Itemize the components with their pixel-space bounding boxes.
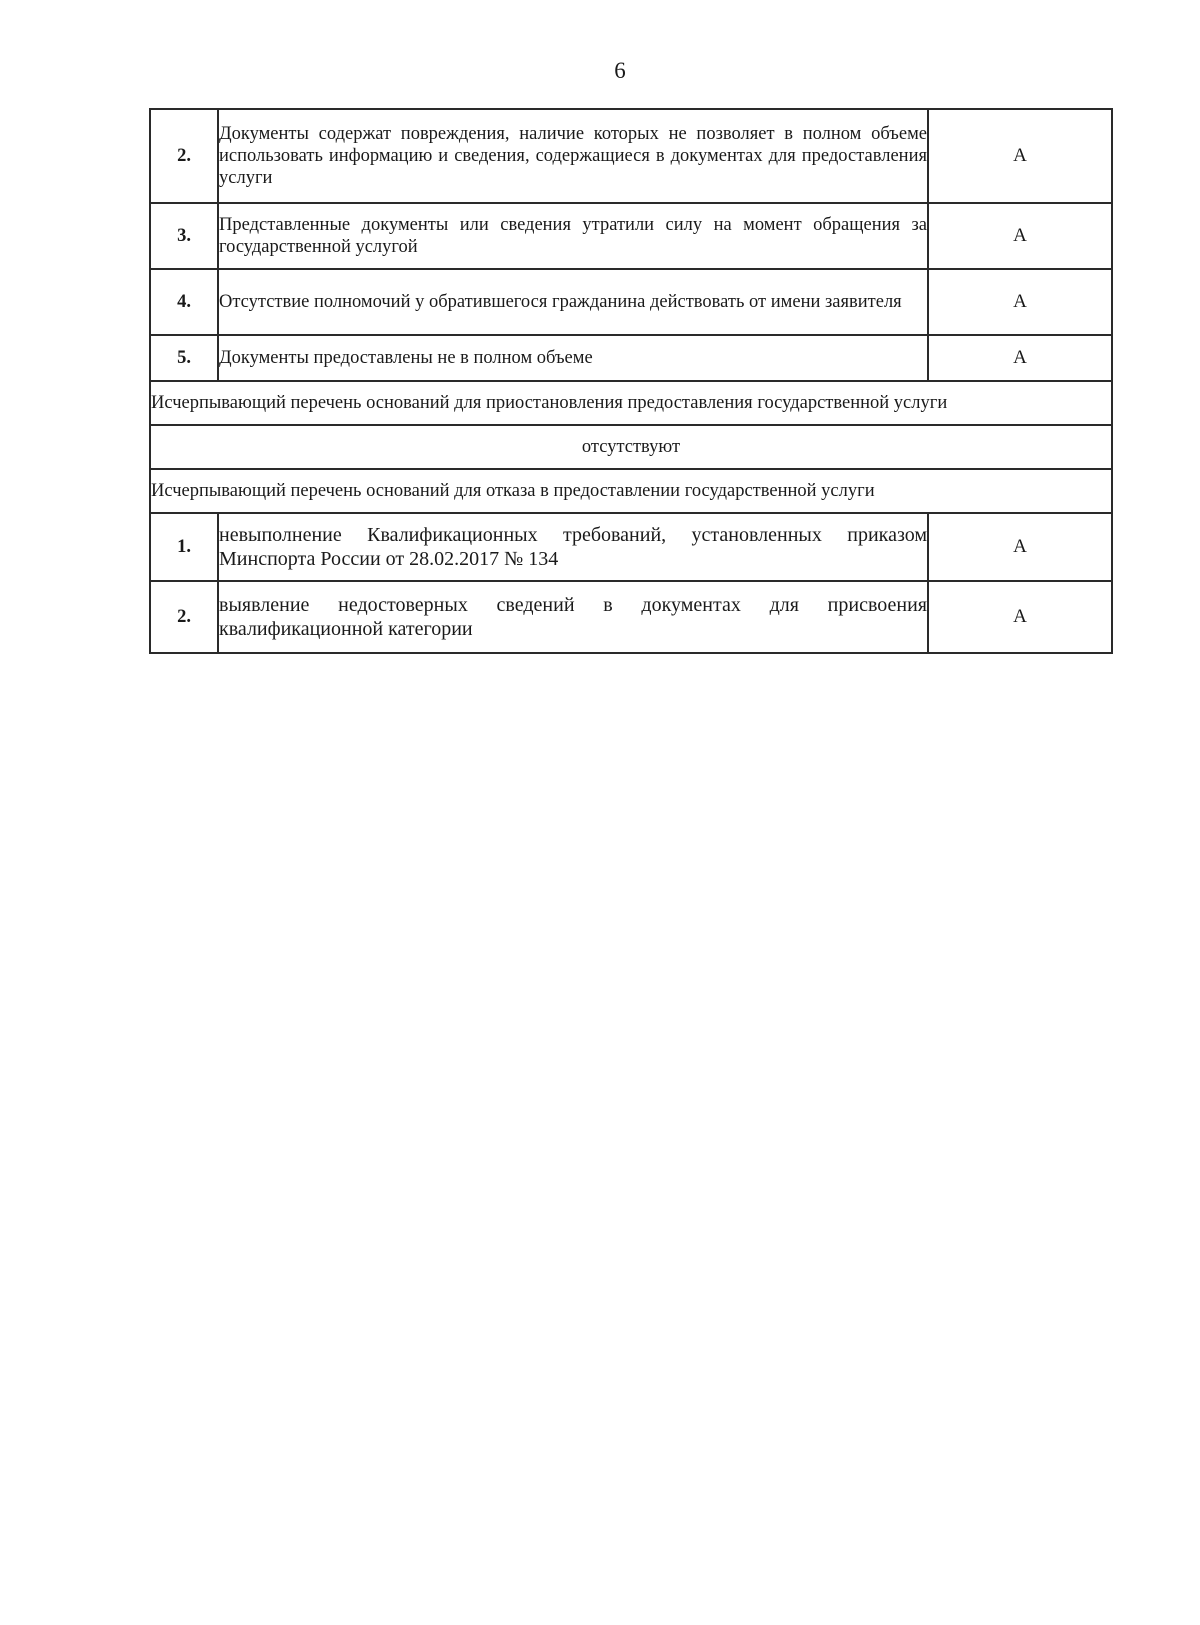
row-code: А bbox=[928, 335, 1112, 381]
row-number: 5. bbox=[150, 335, 218, 381]
suspension-value: отсутствуют bbox=[150, 425, 1112, 469]
section-heading-row bbox=[150, 381, 1112, 425]
section-value-row bbox=[150, 425, 1112, 469]
grounds-table bbox=[149, 108, 1113, 654]
row-number: 2. bbox=[150, 109, 218, 203]
row-number: 2. bbox=[150, 581, 218, 653]
table-row bbox=[150, 269, 1112, 335]
row-number: 3. bbox=[150, 203, 218, 269]
row-code: А bbox=[928, 203, 1112, 269]
table-row bbox=[150, 513, 1112, 581]
table-row bbox=[150, 203, 1112, 269]
table-row bbox=[150, 335, 1112, 381]
row-number: 4. bbox=[150, 269, 218, 335]
section-heading-row bbox=[150, 469, 1112, 513]
row-text: выявление недостоверных сведений в документах для присвоения квалификационной категории bbox=[218, 581, 928, 653]
page-number: 6 bbox=[614, 58, 626, 83]
row-text: Документы содержат повреждения, наличие которых не позволяет в полном объеме использовать информацию и сведения, содержащиеся в документах для предоставления услуги bbox=[218, 109, 928, 203]
table-row bbox=[150, 109, 1112, 203]
row-code: А bbox=[928, 109, 1112, 203]
row-text: Документы предоставлены не в полном объеме bbox=[218, 335, 928, 381]
row-number: 1. bbox=[150, 513, 218, 581]
row-code: А bbox=[928, 581, 1112, 653]
refusal-heading: Исчерпывающий перечень оснований для отказа в предоставлении государственной услуги bbox=[150, 469, 1112, 513]
row-text: Отсутствие полномочий у обратившегося гражданина действовать от имени заявителя bbox=[218, 269, 928, 335]
table-row bbox=[150, 581, 1112, 653]
row-text: невыполнение Квалификационных требований, установленных приказом Минспорта России от 28.02.2017 № 134 bbox=[218, 513, 928, 581]
row-code: А bbox=[928, 513, 1112, 581]
row-text: Представленные документы или сведения утратили силу на момент обращения за государственной услугой bbox=[218, 203, 928, 269]
suspension-heading: Исчерпывающий перечень оснований для приостановления предоставления государственной услуги bbox=[150, 381, 1112, 425]
row-code: А bbox=[928, 269, 1112, 335]
